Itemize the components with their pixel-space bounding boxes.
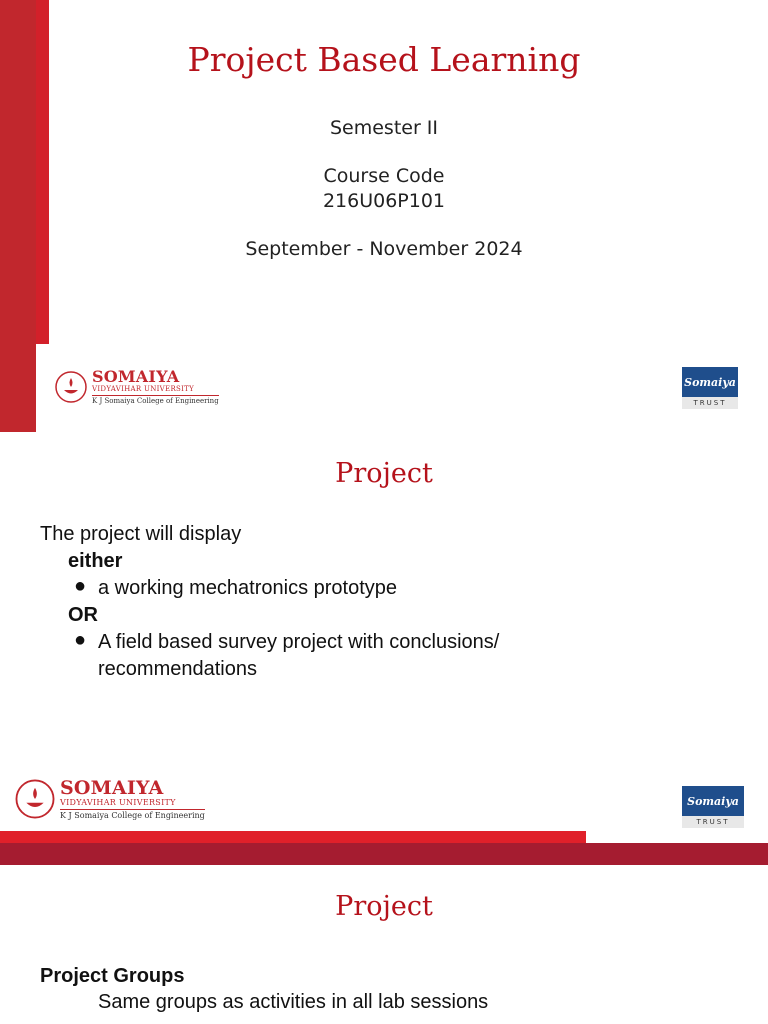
bullet-text: a working mechatronics prototype (98, 577, 398, 599)
semester-text: Semester II (329, 117, 439, 139)
somaiya-trust-logo (682, 367, 738, 409)
dates-text: September - November 2024 (245, 238, 523, 260)
university-emblem-icon (14, 778, 56, 820)
trust-script: Somaiya (687, 794, 739, 808)
slide-title: Project (335, 458, 433, 489)
bottom-accent-bar (0, 831, 586, 843)
slide-3 (0, 865, 768, 1024)
trust-word: TRUST (696, 818, 730, 826)
somaiya-trust-logo (682, 786, 744, 828)
bullet-text: A field based survey project with conclusions/ recommendations (98, 631, 500, 680)
trust-word: TRUST (693, 399, 727, 407)
trust-script: Somaiya (684, 375, 736, 389)
bullet-item: ● A field based survey project with conclusions/ recommendations (74, 629, 578, 683)
somaiya-logo (54, 369, 219, 405)
project-groups-text: Same groups as activities in all lab sessions (98, 991, 489, 1013)
bottom-accent-bar-dark (0, 843, 768, 865)
slide-title: Project Based Learning (187, 40, 581, 79)
course-code-label: Course Code (323, 165, 445, 187)
or-text: OR (68, 604, 98, 626)
either-text: either (68, 550, 123, 572)
project-groups-heading: Project Groups (40, 965, 185, 987)
logo-subtitle: VIDYAVIHAR UNIVERSITY (92, 385, 195, 393)
logo-subtitle: VIDYAVIHAR UNIVERSITY (60, 797, 176, 807)
logo-college: K J Somaiya College of Engineering (60, 810, 205, 820)
somaiya-logo (14, 778, 205, 820)
logo-name: SOMAIYA (92, 367, 180, 386)
course-code: 216U06P101 (322, 190, 446, 212)
logo-name: SOMAIYA (60, 776, 164, 799)
logo-college: K J Somaiya College of Engineering (92, 397, 219, 405)
bullet-item: ● a working mechatronics prototype (74, 575, 578, 602)
slide-title: Project (335, 891, 433, 922)
slide-1 (0, 0, 768, 432)
university-emblem-icon (54, 370, 88, 404)
intro-text: The project will display (40, 523, 242, 545)
slide-2 (0, 432, 768, 865)
